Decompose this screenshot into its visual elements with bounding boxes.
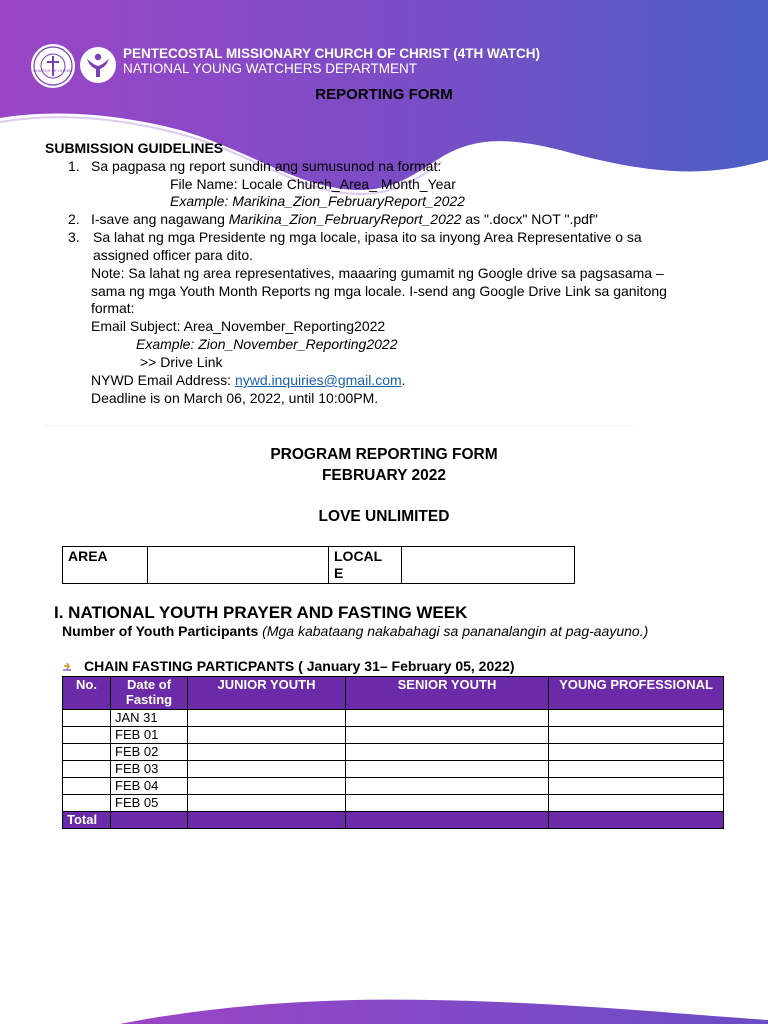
email-address-line bbox=[91, 372, 406, 389]
date-cell: FEB 02 bbox=[111, 744, 188, 761]
chain-fasting-title: CHAIN FASTING PARTICPANTS ( January 31– February 05, 2022) bbox=[84, 658, 515, 674]
form-title: REPORTING FORM bbox=[315, 86, 453, 103]
no-cell[interactable] bbox=[63, 778, 111, 795]
table-row bbox=[63, 778, 724, 795]
col-header-no: No. bbox=[63, 677, 111, 710]
date-cell: FEB 05 bbox=[111, 795, 188, 812]
senior-cell[interactable] bbox=[346, 778, 549, 795]
locale-label bbox=[329, 547, 402, 584]
footer-background bbox=[0, 964, 768, 1024]
col-header-senior-youth: SENIOR YOUTH bbox=[346, 677, 549, 710]
table-row bbox=[63, 710, 724, 727]
guideline-2-number: 2. bbox=[68, 211, 80, 227]
program-theme: LOVE UNLIMITED bbox=[318, 508, 450, 525]
section-1-subheading bbox=[62, 623, 648, 639]
guideline-2-filename: Marikina_Zion_FebruaryReport_2022 bbox=[228, 211, 462, 227]
total-date-cell bbox=[111, 812, 188, 829]
date-cell: FEB 04 bbox=[111, 778, 188, 795]
date-cell: FEB 03 bbox=[111, 761, 188, 778]
senior-cell[interactable] bbox=[346, 795, 549, 812]
area-locale-table bbox=[62, 546, 575, 584]
senior-cell[interactable] bbox=[346, 727, 549, 744]
table-row bbox=[63, 761, 724, 778]
junior-cell[interactable] bbox=[188, 710, 346, 727]
email-subject-format: Email Subject: Area_November_Reporting2022 bbox=[91, 318, 386, 334]
no-cell[interactable] bbox=[63, 761, 111, 778]
email-subject-example: Example: Zion_November_Reporting2022 bbox=[136, 336, 398, 352]
total-young-pro-cell[interactable] bbox=[549, 812, 724, 829]
drive-link-note: >> Drive Link bbox=[140, 354, 223, 370]
junior-cell[interactable] bbox=[188, 778, 346, 795]
young-pro-cell[interactable] bbox=[549, 761, 724, 778]
locale-label-line2: E bbox=[334, 565, 344, 581]
col-header-junior-youth: JUNIOR YOUTH bbox=[188, 677, 346, 710]
chain-fasting-heading bbox=[62, 658, 515, 674]
young-pro-cell[interactable] bbox=[549, 727, 724, 744]
program-month: FEBRUARY 2022 bbox=[321, 467, 447, 484]
guideline-2-text-c: as ".docx" NOT ".pdf" bbox=[461, 211, 598, 227]
email-link[interactable]: nywd.inquiries@gmail.com bbox=[234, 372, 402, 388]
seal-text: CHURCH OF CHRIST bbox=[33, 68, 73, 73]
locale-label-line1: LOCAL bbox=[334, 548, 383, 564]
table-header-row bbox=[63, 677, 724, 710]
young-watchers-logo-icon bbox=[79, 46, 117, 84]
guideline-1-number: 1. bbox=[68, 158, 80, 174]
note-line2: sama ng mga Youth Month Reports ng mga locale. I-send ang Google Drive Link sa ganitong bbox=[91, 283, 667, 299]
senior-cell[interactable] bbox=[346, 744, 549, 761]
table-row bbox=[63, 727, 724, 744]
senior-cell[interactable] bbox=[346, 710, 549, 727]
deadline-text: Deadline is on March 06, 2022, until 10:00PM. bbox=[91, 390, 379, 406]
department-name: NATIONAL YOUNG WATCHERS DEPARTMENT bbox=[123, 61, 418, 76]
arrow-bullet-icon bbox=[62, 661, 72, 671]
guideline-1-example: Example: Marikina_Zion_FebruaryReport_2022 bbox=[170, 193, 465, 209]
email-label: NYWD Email Address: bbox=[91, 372, 235, 388]
email-period: . bbox=[401, 372, 406, 388]
chain-fasting-table bbox=[62, 676, 724, 829]
guideline-3-number: 3. bbox=[68, 229, 80, 245]
no-cell[interactable] bbox=[63, 727, 111, 744]
total-senior-cell[interactable] bbox=[346, 812, 549, 829]
guideline-2-text-a: I-save ang nagawang bbox=[91, 211, 229, 227]
participants-description: (Mga kabataang nakabahagi sa pananalangin at pag-aayuno.) bbox=[258, 623, 649, 639]
participants-label: Number of Youth Participants bbox=[62, 623, 259, 639]
section-divider bbox=[45, 425, 633, 426]
no-cell[interactable] bbox=[63, 744, 111, 761]
total-junior-cell[interactable] bbox=[188, 812, 346, 829]
col-header-date: Date of Fasting bbox=[111, 677, 188, 710]
young-pro-cell[interactable] bbox=[549, 744, 724, 761]
young-pro-cell[interactable] bbox=[549, 795, 724, 812]
date-cell: JAN 31 bbox=[111, 710, 188, 727]
guidelines-heading: SUBMISSION GUIDELINES bbox=[45, 140, 224, 156]
young-pro-cell[interactable] bbox=[549, 710, 724, 727]
note-line1: Note: Sa lahat ng area representatives, maaaring gumamit ng Google drive sa pagsasama – bbox=[91, 265, 664, 281]
col-header-young-professional: YOUNG PROFESSIONAL bbox=[549, 677, 724, 710]
total-row bbox=[63, 812, 724, 829]
organization-name: PENTECOSTAL MISSIONARY CHURCH OF CHRIST (4TH WATCH) bbox=[123, 46, 541, 61]
area-label: AREA bbox=[63, 547, 148, 584]
junior-cell[interactable] bbox=[188, 727, 346, 744]
junior-cell[interactable] bbox=[188, 761, 346, 778]
young-pro-cell[interactable] bbox=[549, 778, 724, 795]
church-seal-icon bbox=[30, 43, 76, 89]
junior-cell[interactable] bbox=[188, 795, 346, 812]
locale-input-cell[interactable] bbox=[402, 547, 575, 584]
no-cell[interactable] bbox=[63, 710, 111, 727]
guideline-1-filename: File Name: Locale Church_Area_ Month_Year bbox=[170, 176, 456, 192]
guideline-3-text-line2: assigned officer para dito. bbox=[93, 247, 254, 263]
program-form-title: PROGRAM REPORTING FORM bbox=[270, 446, 498, 463]
area-input-cell[interactable] bbox=[148, 547, 329, 584]
guideline-3-text-line1: Sa lahat ng mga Presidente ng mga locale, ipasa ito sa inyong Area Representative o sa bbox=[93, 229, 642, 245]
total-label: Total bbox=[63, 812, 111, 829]
note-line3: format: bbox=[91, 300, 135, 316]
guideline-1-text: Sa pagpasa ng report sundin ang sumusunod na format: bbox=[91, 158, 442, 174]
table-row bbox=[63, 795, 724, 812]
table-row bbox=[63, 744, 724, 761]
guideline-2-text bbox=[91, 211, 598, 228]
date-cell: FEB 01 bbox=[111, 727, 188, 744]
junior-cell[interactable] bbox=[188, 744, 346, 761]
no-cell[interactable] bbox=[63, 795, 111, 812]
senior-cell[interactable] bbox=[346, 761, 549, 778]
section-1-heading: I. NATIONAL YOUTH PRAYER AND FASTING WEEK bbox=[54, 603, 468, 622]
